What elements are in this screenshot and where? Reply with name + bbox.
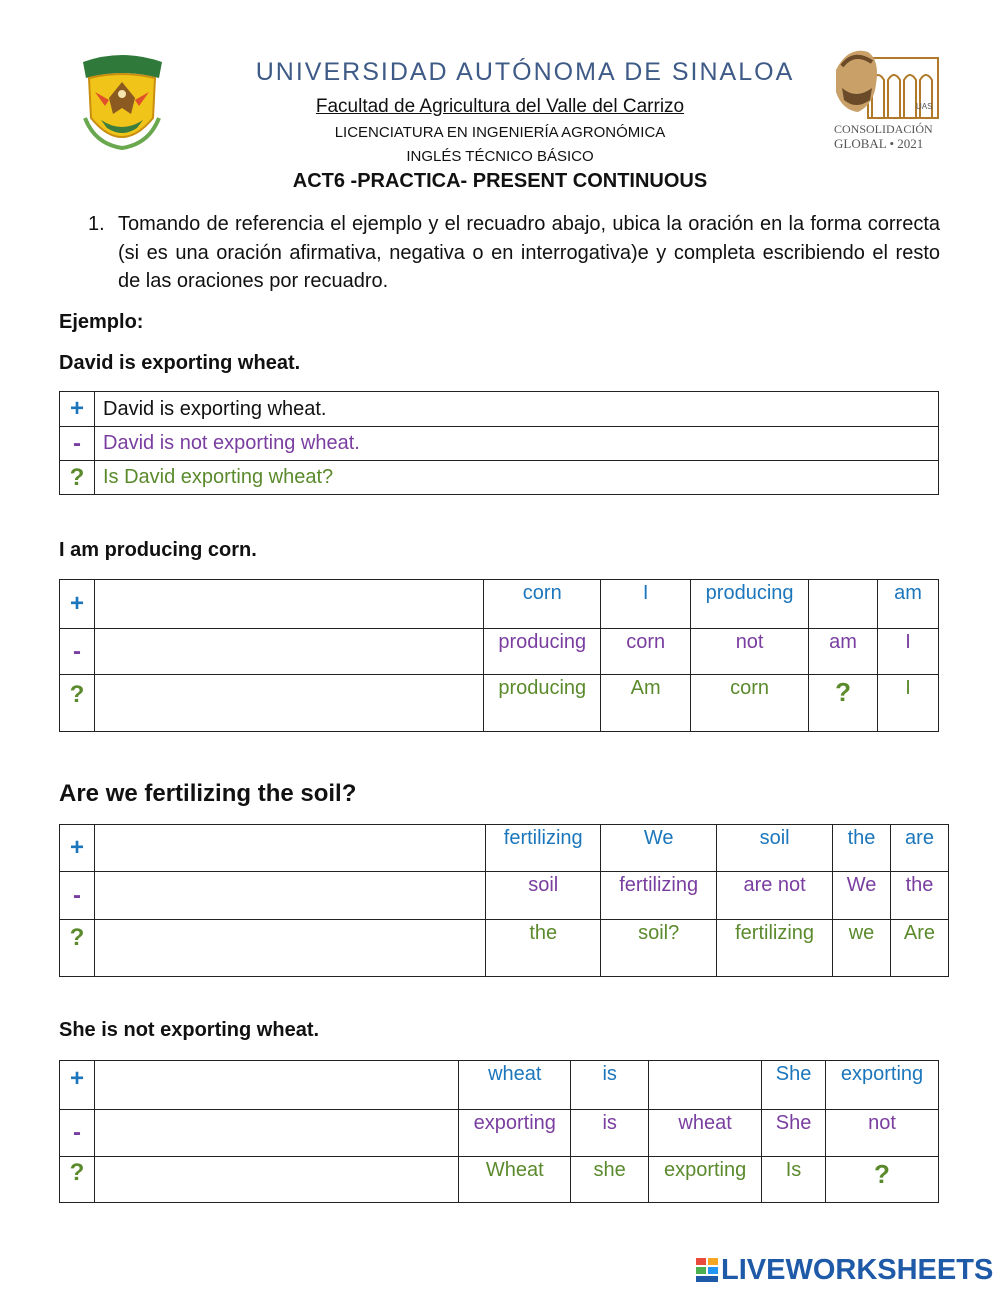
word-cell: wheat: [459, 1061, 571, 1110]
word-cell: fertilizing: [601, 872, 717, 920]
table-row: [60, 1061, 939, 1110]
table-row: [60, 629, 939, 675]
word-cell: am: [809, 629, 878, 675]
word-cell: producing: [484, 629, 601, 675]
uas-badge: UAS: [916, 102, 933, 111]
table-row: [60, 1110, 939, 1157]
example-label: Ejemplo:: [59, 311, 144, 333]
word-cell: soil: [717, 825, 833, 872]
table-row: [60, 872, 949, 920]
table-row: [60, 825, 949, 872]
word-cell: Are: [890, 920, 948, 977]
negative-symbol: -: [60, 872, 95, 920]
table-row: [60, 461, 939, 495]
word-cell: Am: [601, 675, 691, 732]
exercise-1-table: [59, 579, 939, 732]
answer-input[interactable]: [94, 629, 483, 675]
word-cell: I: [877, 629, 938, 675]
word-cell: the: [833, 825, 891, 872]
logo-text-line2: GLOBAL • 2021: [834, 136, 924, 151]
table-row: [60, 580, 939, 629]
faculty-title: Facultad de Agricultura del Valle del Carrizo: [315, 96, 685, 117]
word-cell: ?: [809, 675, 878, 732]
table-row: [60, 1157, 939, 1203]
word-cell: ?: [826, 1157, 939, 1203]
logo-text-line1: CONSOLIDACIÓN: [834, 122, 933, 136]
negative-symbol: -: [60, 427, 95, 461]
answer-input[interactable]: [94, 675, 483, 732]
positive-symbol: +: [60, 1061, 95, 1110]
positive-symbol: +: [60, 580, 95, 629]
word-cell: soil?: [601, 920, 717, 977]
word-cell: She: [762, 1110, 826, 1157]
word-cell: fertilizing: [717, 920, 833, 977]
answer-input[interactable]: [94, 1157, 458, 1203]
example-negative: David is not exporting wheat.: [95, 427, 939, 461]
word-cell: Is: [762, 1157, 826, 1203]
word-cell: She: [762, 1061, 826, 1110]
instruction-number: 1.: [88, 213, 105, 235]
word-cell: are: [890, 825, 948, 872]
table-row: [60, 920, 949, 977]
example-affirmative: David is exporting wheat.: [95, 392, 939, 427]
answer-input[interactable]: [94, 825, 485, 872]
word-cell: [649, 1061, 762, 1110]
liveworksheets-logo[interactable]: [696, 1254, 993, 1287]
university-title: UNIVERSIDAD AUTÓNOMA DE SINALOA: [255, 58, 795, 86]
word-cell: producing: [691, 580, 809, 629]
negative-symbol: -: [60, 1110, 95, 1157]
word-cell: corn: [691, 675, 809, 732]
word-cell: corn: [601, 629, 691, 675]
word-cell: I: [877, 675, 938, 732]
positive-symbol: +: [60, 825, 95, 872]
word-cell: exporting: [826, 1061, 939, 1110]
word-cell: soil: [486, 872, 601, 920]
word-cell: We: [833, 872, 891, 920]
example-sentence: David is exporting wheat.: [59, 352, 301, 374]
exercise-3-table: [59, 1060, 939, 1203]
word-cell: is: [571, 1061, 649, 1110]
question-symbol: ?: [60, 1157, 95, 1203]
example-table: [59, 391, 939, 495]
question-symbol: ?: [60, 920, 95, 977]
activity-title: ACT6 -PRACTICA- PRESENT CONTINUOUS: [292, 170, 708, 192]
course-title: INGLÉS TÉCNICO BÁSICO: [406, 148, 594, 165]
negative-symbol: -: [60, 629, 95, 675]
question-symbol: ?: [60, 461, 95, 495]
example-question: Is David exporting wheat?: [95, 461, 939, 495]
word-cell: are not: [717, 872, 833, 920]
answer-input[interactable]: [94, 920, 485, 977]
word-cell: producing: [484, 675, 601, 732]
table-row: [60, 675, 939, 732]
word-cell: she: [571, 1157, 649, 1203]
word-cell: exporting: [459, 1110, 571, 1157]
word-cell: not: [826, 1110, 939, 1157]
answer-input[interactable]: [94, 1061, 458, 1110]
word-cell: I: [601, 580, 691, 629]
table-row: [60, 392, 939, 427]
word-cell: is: [571, 1110, 649, 1157]
exercise-2-sentence: Are we fertilizing the soil?: [59, 780, 357, 807]
word-cell: We: [601, 825, 717, 872]
answer-input[interactable]: [94, 1110, 458, 1157]
word-cell: fertilizing: [486, 825, 601, 872]
exercise-2-table: [59, 824, 949, 977]
liveworksheets-icon: [696, 1257, 718, 1281]
liveworksheets-brand: LIVEWORKSHEETS: [721, 1254, 994, 1286]
instruction-text: Tomando de referencia el ejemplo y el recuadro abajo, ubica la oración en la forma correcta (si es una oración afirmativa, negativa o en interrogativa)e y completa escribiendo el resto de las oraciones por recuadro.: [118, 213, 940, 292]
instructions: [88, 210, 940, 296]
degree-title: LICENCIATURA EN INGENIERÍA AGRONÓMICA: [334, 124, 666, 141]
answer-input[interactable]: [94, 872, 485, 920]
word-cell: exporting: [649, 1157, 762, 1203]
word-cell: the: [890, 872, 948, 920]
table-row: [60, 427, 939, 461]
word-cell: Wheat: [459, 1157, 571, 1203]
word-cell: we: [833, 920, 891, 977]
word-cell: not: [691, 629, 809, 675]
word-cell: [809, 580, 878, 629]
question-symbol: ?: [60, 675, 95, 732]
word-cell: wheat: [649, 1110, 762, 1157]
answer-input[interactable]: [94, 580, 483, 629]
word-cell: the: [486, 920, 601, 977]
exercise-1-sentence: I am producing corn.: [59, 539, 257, 561]
exercise-3-sentence: She is not exporting wheat.: [59, 1019, 320, 1041]
word-cell: am: [877, 580, 938, 629]
positive-symbol: +: [60, 392, 95, 427]
word-cell: corn: [484, 580, 601, 629]
